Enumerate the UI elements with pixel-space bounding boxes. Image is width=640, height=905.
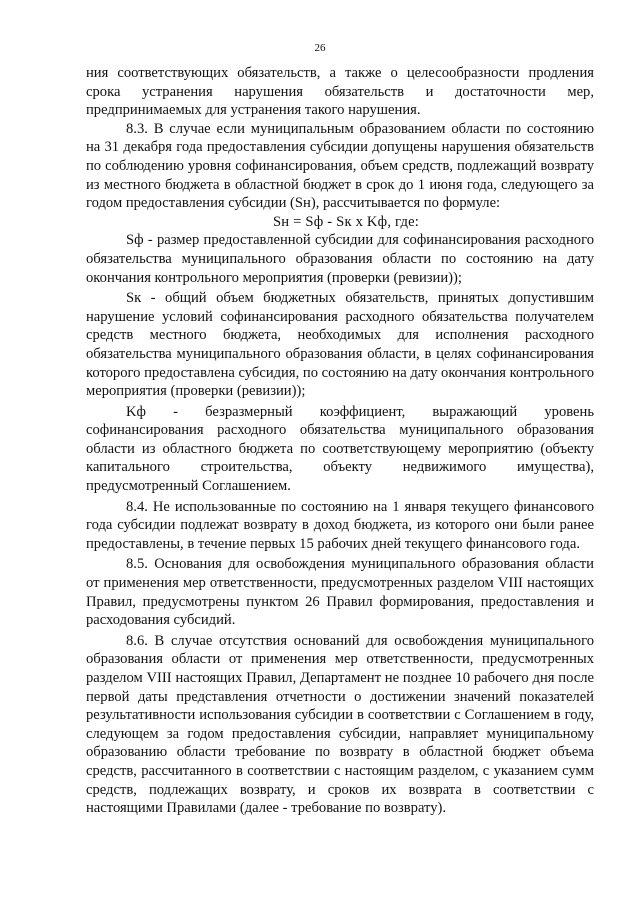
definition-s-f: Sф - размер предоставленной субсидии для софинансирования расходного обязательства муниципального образования области по состоянию на дату окончания контрольного мероприятия (проверки (ревизии)); bbox=[86, 232, 594, 286]
definition-s-k: Sк - общий объем бюджетных обязательств, принятых допустившим нарушение условий софинансирования расходного обязательства получателем средств местного бюджета, необходимых для исполнения расходного обязательства муниципального образования области, в целях софинансирования которого предоставлена субсидия, по состоянию на дату окончания контрольного мероприятия (проверки (ревизии)); bbox=[86, 290, 594, 400]
document-body bbox=[86, 64, 594, 818]
paragraph-8-4: 8.4. Не использованные по состоянию на 1 января текущего финансового года субсидии подлежат возврату в доход бюджета, из которого они были ранее предоставлены, в течение первых 15 рабочих дней текущего финансового года. bbox=[86, 498, 594, 552]
paragraph-8-6: 8.6. В случае отсутствия оснований для освобождения муниципального образования области от применения мер ответственности, предусмотренных разделом VIII настоящих Правил, Департамент не позднее 10 рабочего дня после первой даты представления отчетности о достижении значений показателей результативности использования субсидии в соответствии с Соглашением в году, следующем за годом предоставления субсидии, направляет муниципальному образованию области требование по возврату в областной бюджет объема средств, рассчитанного в соответствии с настоящим разделом, с указанием сумм средств, подлежащих возврату, и сроков их возврата в соответствии с настоящими Правилами (далее - требование по возврату). bbox=[86, 632, 594, 817]
definition-k-f: Kф - безразмерный коэффициент, выражающий уровень софинансирования расходного обязательства муниципального образования области из областного бюджета по соответствующему мероприятию (объекту капитального строительства, объекту недвижимого имущества), предусмотренный Соглашением. bbox=[86, 403, 594, 495]
paragraph-8-5: 8.5. Основания для освобождения муниципального образования области от применения мер ответственности, предусмотренных разделом VIII настоящих Правил, предусмотрены пунктом 26 Правил формирования, предоставления и расходования субсидий. bbox=[86, 556, 594, 629]
paragraph-continuation: ния соответствующих обязательств, а также о целесообразности продления срока устранения нарушения обязательств и достаточности мер, предпринимаемых для устранения такого нарушения. bbox=[86, 65, 594, 119]
paragraph-8-3: 8.3. В случае если муниципальным образованием области по состоянию на 31 декабря года предоставления субсидии допущены нарушения обязательств по соблюдению уровня софинансирования, объем средств, подлежащий возврату из местного бюджета в областной бюджет в срок до 1 июня года, следующего за годом предоставления субсидии (Sн), рассчитывается по формуле: bbox=[86, 120, 594, 212]
page-number: 26 bbox=[314, 42, 326, 54]
formula: Sн = Sф - Sк x Kф, где: bbox=[272, 213, 420, 230]
